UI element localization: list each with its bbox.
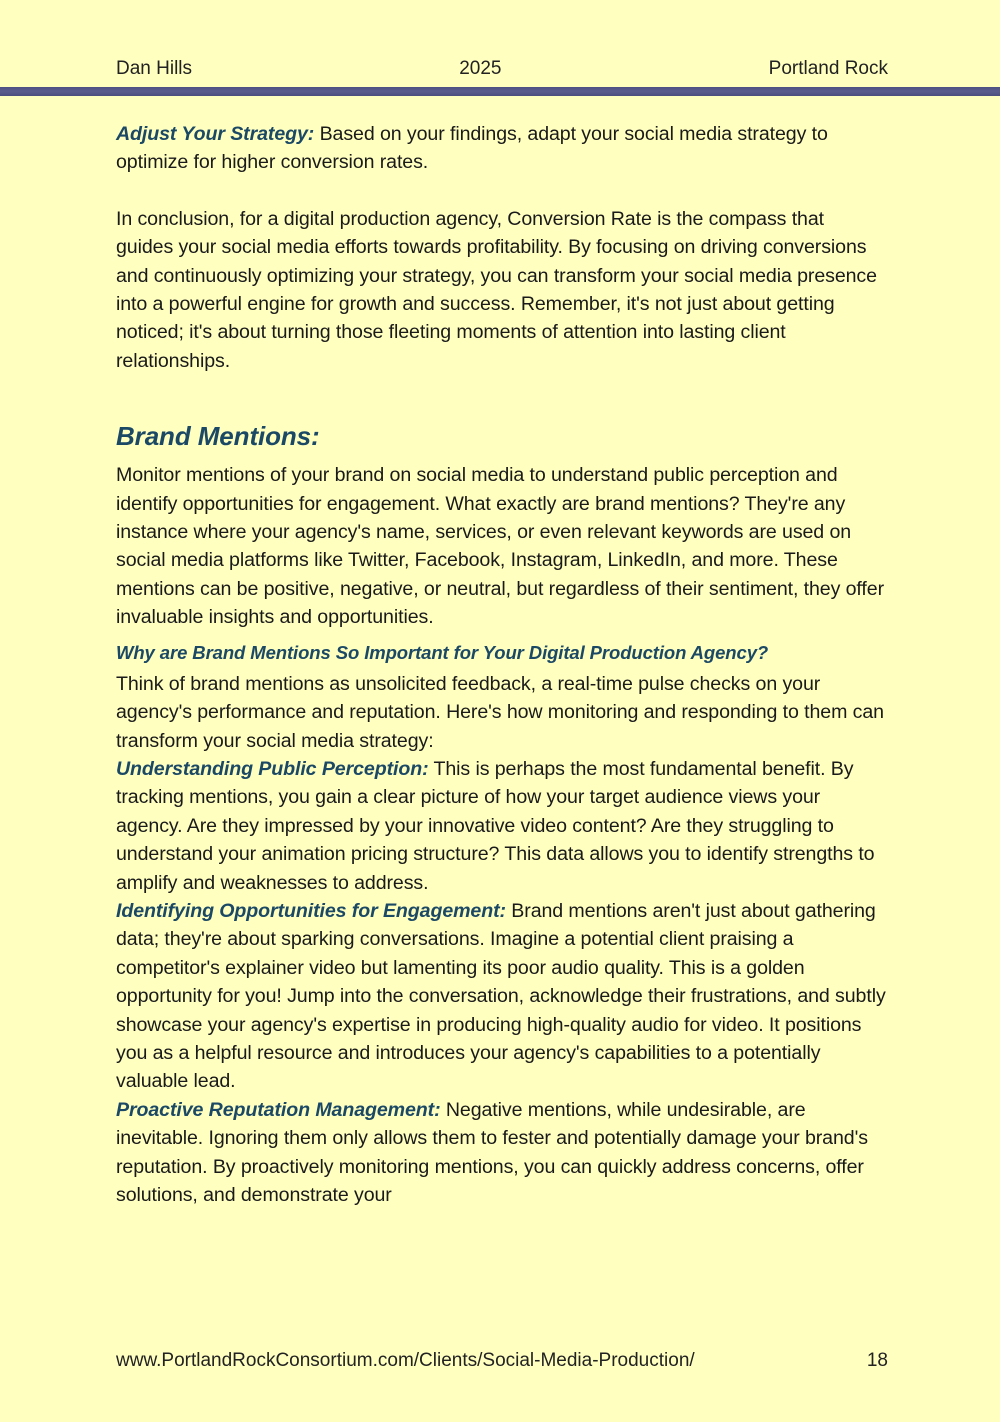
adjust-strategy-text: Based on your findings, adapt your social media strategy to optimize for higher conversion rates. bbox=[116, 123, 828, 174]
conclusion-paragraph: In conclusion, for a digital production agency, Conversion Rate is the compass that guides your social media efforts towards profitability. By focusing on driving conversions and continuously optimizing your strategy, you can transform your social media presence into a powerful engine for growth and success. Remember, it's not just about getting noticed; it's about turning those fleeting moments of attention into lasting client relationships. bbox=[116, 207, 877, 372]
point-label: Identifying Opportunities for Engagement: bbox=[116, 899, 506, 922]
header-divider bbox=[0, 87, 1000, 96]
point-text: This is perhaps the most fundamental benefit. By tracking mentions, you gain a clear picture of how your target audience views your agency. Are they impressed by your innovative video content? Are they struggling to understand your animation pricing structure? This data allows you to identify strengths to amplify and weaknesses to address. bbox=[116, 757, 875, 894]
page-footer bbox=[116, 1350, 888, 1372]
page-header bbox=[116, 58, 888, 80]
section-intro-paragraph: Monitor mentions of your brand on social media to understand public perception and identify opportunities for engagement. What exactly are brand mentions? They're any instance where your agency's name, services, or even relevant keywords are used on social media platforms like Twitter, Facebook, Instagram, LinkedIn, and more. These mentions can be positive, negative, or neutral, but regardless of their sentiment, they offer invaluable insights and opportunities. bbox=[116, 464, 884, 629]
adjust-strategy-paragraph bbox=[116, 120, 886, 177]
point-label: Proactive Reputation Management: bbox=[116, 1098, 441, 1121]
point-paragraph bbox=[116, 755, 886, 897]
adjust-strategy-label: Adjust Your Strategy: bbox=[116, 123, 315, 145]
point-label: Understanding Public Perception: bbox=[116, 757, 429, 780]
point-paragraph bbox=[116, 897, 886, 1096]
point-text: Brand mentions aren't just about gathering data; they're about sparking conversations. Imagine a potential client praising a competitor's explainer video but lamenting its poor audio quality. This is a golden opportunity for you! Jump into the conversation, acknowledge their frustrations, and subtly showcase your agency's expertise in producing high-quality audio for video. It positions you as a helpful resource and introduces your agency's capabilities to a potentially valuable lead. bbox=[116, 899, 886, 1093]
header-author: Dan Hills bbox=[116, 58, 193, 79]
header-company: Portland Rock bbox=[768, 58, 888, 79]
page-number: 18 bbox=[866, 1350, 888, 1371]
section-title: Brand Mentions: bbox=[116, 421, 320, 452]
point-text: Negative mentions, while undesirable, are inevitable. Ignoring them only allows them to fester and potentially damage your brand's reputation. By proactively monitoring mentions, you can quickly address concerns, offer solutions, and demonstrate your bbox=[116, 1098, 868, 1206]
subheading: Why are Brand Mentions So Important for Your Digital Production Agency? bbox=[116, 641, 769, 663]
page-body bbox=[116, 120, 886, 1209]
header-year: 2025 bbox=[459, 58, 502, 79]
point-paragraph bbox=[116, 1096, 886, 1210]
sub-intro-paragraph: Think of brand mentions as unsolicited feedback, a real-time pulse checks on your agency's performance and reputation. Here's how monitoring and responding to them can transform your social media strategy: bbox=[116, 672, 884, 752]
footer-url[interactable]: www.PortlandRockConsortium.com/Clients/Social-Media-Production/ bbox=[116, 1350, 695, 1371]
